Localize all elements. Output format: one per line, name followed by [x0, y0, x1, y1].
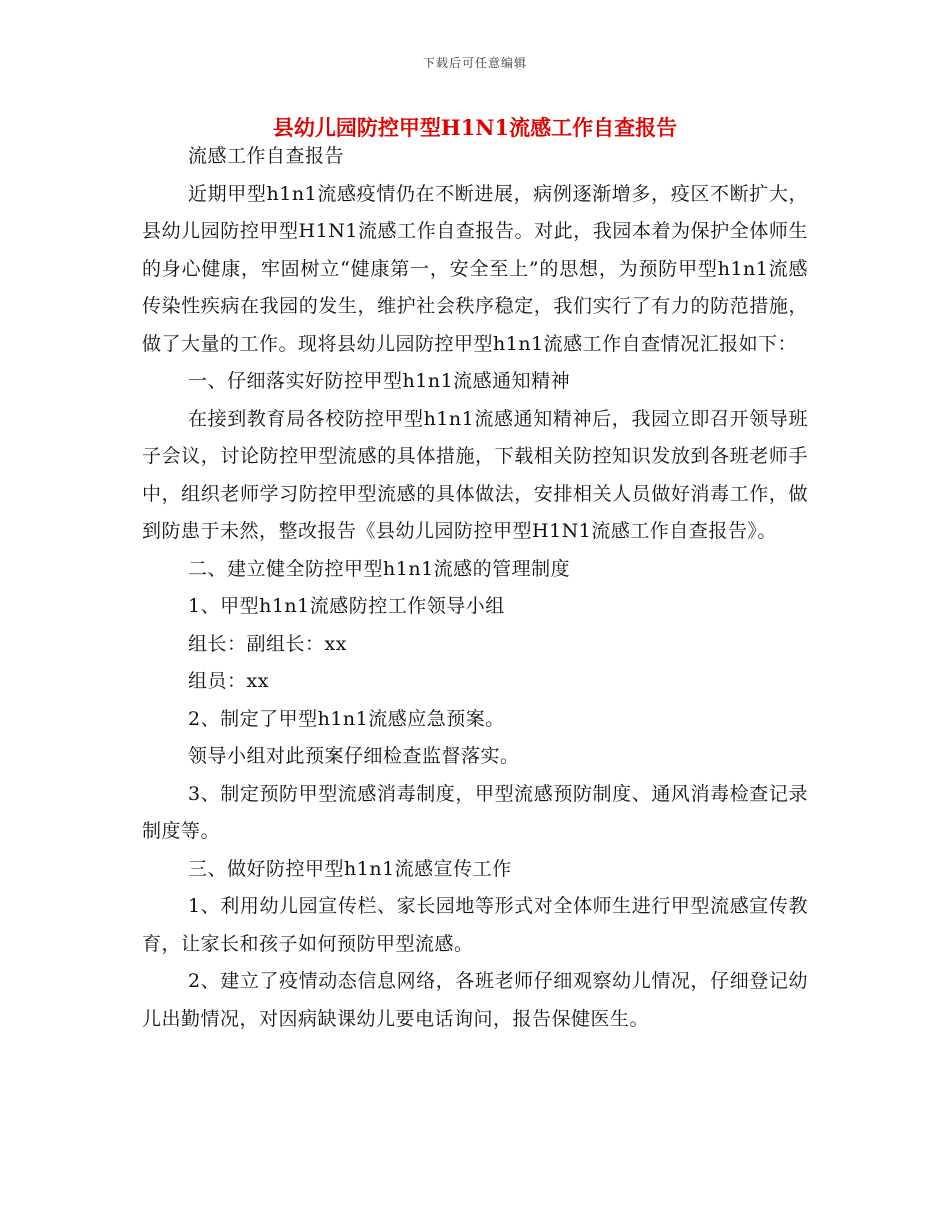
section-heading-1: 一、仔细落实好防控甲型h1n1流感通知精神: [188, 370, 571, 392]
list-item-disinfection-system: 3、制定预防甲型流感消毒制度，甲型流感预防制度、通风消毒检查记录制度等。: [142, 782, 808, 842]
document-title: 县幼儿园防控甲型H1N1流感工作自查报告: [272, 115, 678, 140]
list-item-group-members: 组员：xx: [188, 670, 269, 692]
list-item-leadership-group: 1、甲型h1n1流感防控工作领导小组: [188, 595, 505, 617]
header-note: 下载后可任意编辑: [422, 56, 527, 70]
section-heading-3: 三、做好防控甲型h1n1流感宣传工作: [188, 857, 512, 880]
paragraph-supervision: 领导小组对此预案仔细检查监督落实。: [188, 745, 520, 767]
document-body: [142, 138, 808, 1038]
list-item-info-network: 2、建立了疫情动态信息网络，各班老师仔细观察幼儿情况，仔细登记幼儿出勤情况，对因病缺课幼儿要电话询问，报告保健医生。: [142, 970, 808, 1030]
list-item-group-leader: 组长：副组长：xx: [188, 632, 347, 655]
paragraph-intro: 近期甲型h1n1流感疫情仍在不断进展，病例逐渐增多，疫区不断扩大，县幼儿园防控甲型H1N1流感工作自查报告。对此，我园本着为保护全体师生的身心健康，牢固树立“健康第一，安全至上”的思想，为预防甲型h1n1流感传染性疾病在我园的发生，维护社会秩序稳定，我们实行了有力的防范措施，做了大量的工作。现将县幼儿园防控甲型h1n1流感工作自查情况汇报如下：: [142, 182, 808, 355]
list-item-publicity: 1、利用幼儿园宣传栏、家长园地等形式对全体师生进行甲型流感宣传教育，让家长和孩子如何预防甲型流感。: [142, 895, 808, 955]
section-heading-2: 二、建立健全防控甲型h1n1流感的管理制度: [188, 557, 571, 580]
list-item-emergency-plan: 2、制定了甲型h1n1流感应急预案。: [188, 707, 505, 730]
paragraph-subtitle: 流感工作自查报告: [188, 145, 345, 167]
paragraph-section-1: 在接到教育局各校防控甲型h1n1流感通知精神后，我园立即召开领导班子会议，讨论防控甲型流感的具体措施，下载相关防控知识发放到各班老师手中，组织老师学习防控甲型流感的具体做法，安排相关人员做好消毒工作，做到防患于未然，整改报告《县幼儿园防控甲型H1N1流感工作自查报告》。: [142, 407, 808, 542]
